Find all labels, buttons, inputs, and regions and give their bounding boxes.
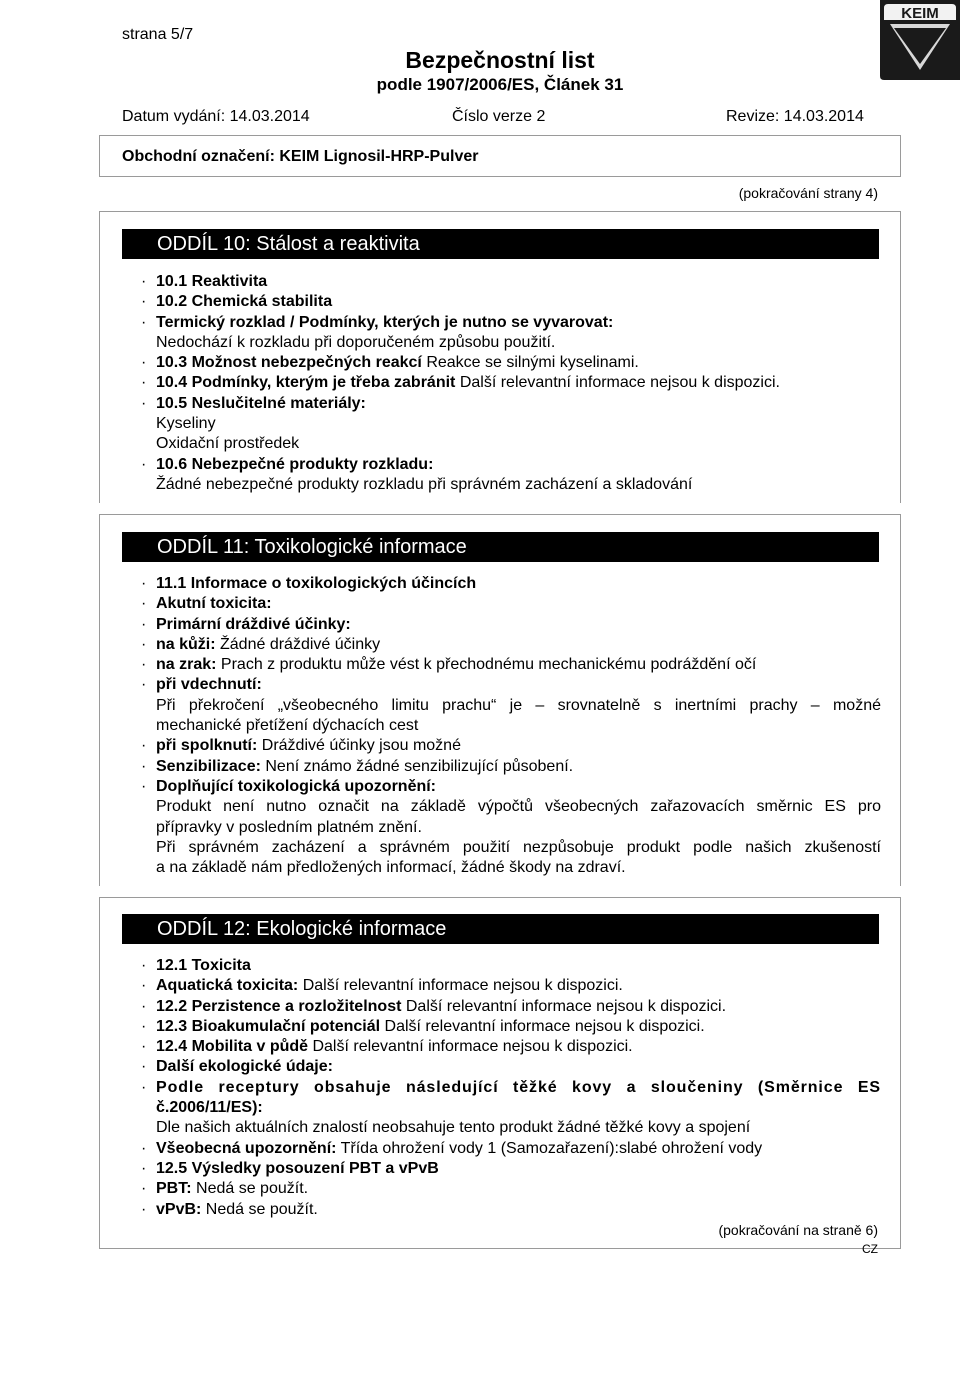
list-item: · 10.6 Nebezpečné produkty rozkladu: [141,455,434,473]
list-item: · Termický rozklad / Podmínky, kterých je nutno se vyvarovat: [141,313,614,331]
list-item-text: Produkt není nutno označit na základě výpočtů všeobecných zařazovacích směrnic ES pro [156,798,881,816]
list-item: · 10.5 Neslučitelné materiály: [141,394,366,412]
list-item-text: Nedochází k rozkladu při doporučeném způsobu použití. [156,333,556,351]
list-item: · 12.2 Perzistence a rozložitelnost Další relevantní informace nejsou k dispozici. [141,997,727,1015]
list-item: · na kůži: Žádné dráždivé účinky [141,635,381,653]
list-item-text: Oxidační prostředek [156,435,300,453]
document-title: Bezpečnostní list [405,47,595,73]
list-item: · na zrak: Prach z produktu může vést k přechodnému mechanickému podráždění očí [141,656,757,674]
list-item: · 12.5 Výsledky posouzení PBT a vPvB [141,1159,439,1177]
section-11-content [141,574,881,878]
list-item: · 10.3 Možnost nebezpečných reakcí Reakce se silnými kyselinami. [141,354,639,372]
section-12-content [141,956,881,1220]
section-10-content [141,272,881,495]
list-item: · Primární dráždivé účinky: [141,615,351,633]
keim-logo [880,0,960,80]
list-item: · vPvB: Nedá se použít. [141,1200,318,1218]
list-item: · Podle receptury obsahuje následující těžké kovy a sloučeniny (Směrnice ES [141,1078,881,1096]
list-item: · PBT: Nedá se použít. [141,1180,309,1198]
list-item: · Akutní toxicita: [141,595,272,613]
list-item: · Doplňující toxikologická upozornění: [141,777,437,795]
logo-text: KEIM [901,5,939,22]
list-item: · Senzibilizace: Není známo žádné senzibilizující působení. [141,757,574,775]
revision-date: Revize: 14.03.2014 [726,108,864,125]
list-item: · 11.1 Informace o toxikologických účincích [141,575,477,592]
list-item: · při vdechnutí: [141,676,262,694]
trade-name: Obchodní označení: KEIM Lignosil-HRP-Pulver [122,148,479,165]
list-item-text: přípravky v posledním platném znění. [156,818,422,836]
section-12-title: ODDÍL 12: Ekologické informace [122,914,879,944]
issue-date: Datum vydání: 14.03.2014 [122,108,310,125]
list-item-text: Kyseliny [156,415,216,433]
continued-on-note: (pokračování na straně 6) [718,1222,878,1238]
language-code: CZ [862,1242,878,1256]
list-item-text: Při překročení „všeobecného limitu prachu“ je – srovnatelně s inertními prachy – možné [156,696,881,714]
list-item: · 10.2 Chemická stabilita [141,293,333,311]
continued-from-note: (pokračování strany 4) [738,185,878,201]
list-item: · při spolknutí: Dráždivé účinky jsou možné [141,737,461,755]
list-item-text: Při správném zacházení a správném použití nezpůsobuje produkt podle našich zkušeností [156,838,881,856]
list-item: · Všeobecná upozornění: Třída ohrožení vody 1 (Samozařazení):slabé ohrožení vody [141,1139,763,1157]
list-item: · 12.3 Bioakumulační potenciál Další relevantní informace nejsou k dispozici. [141,1017,705,1035]
list-item: · 10.1 Reaktivita [141,273,268,290]
list-item: · 12.1 Toxicita [141,957,251,974]
list-item-text: mechanické přetížení dýchacích cest [156,717,419,735]
section-10-title: ODDÍL 10: Stálost a reaktivita [122,229,879,259]
section-11-title: ODDÍL 11: Toxikologické informace [122,532,879,562]
list-item-text: Žádné nebezpečné produkty rozkladu při správném zacházení a skladování [156,475,693,493]
list-item-text: č.2006/11/ES): [156,1099,263,1117]
list-item-text: Dle našich aktuálních znalostí neobsahuje tento produkt žádné těžké kovy a spojení [156,1119,751,1137]
list-item-text: a na základě nám předložených informací, žádné škody na zdraví. [156,859,626,877]
page-number: strana 5/7 [122,26,194,43]
version-number: Číslo verze 2 [452,108,546,125]
document-subtitle: podle 1907/2006/ES, Článek 31 [376,75,624,94]
list-item: · 10.4 Podmínky, kterým je třeba zabránit Další relevantní informace nejsou k dispozici. [141,374,780,392]
list-item: · 12.4 Mobilita v půdě Další relevantní informace nejsou k dispozici. [141,1038,633,1056]
list-item: · Další ekologické údaje: [141,1058,333,1076]
list-item: · Aquatická toxicita: Další relevantní informace nejsou k dispozici. [141,977,623,995]
